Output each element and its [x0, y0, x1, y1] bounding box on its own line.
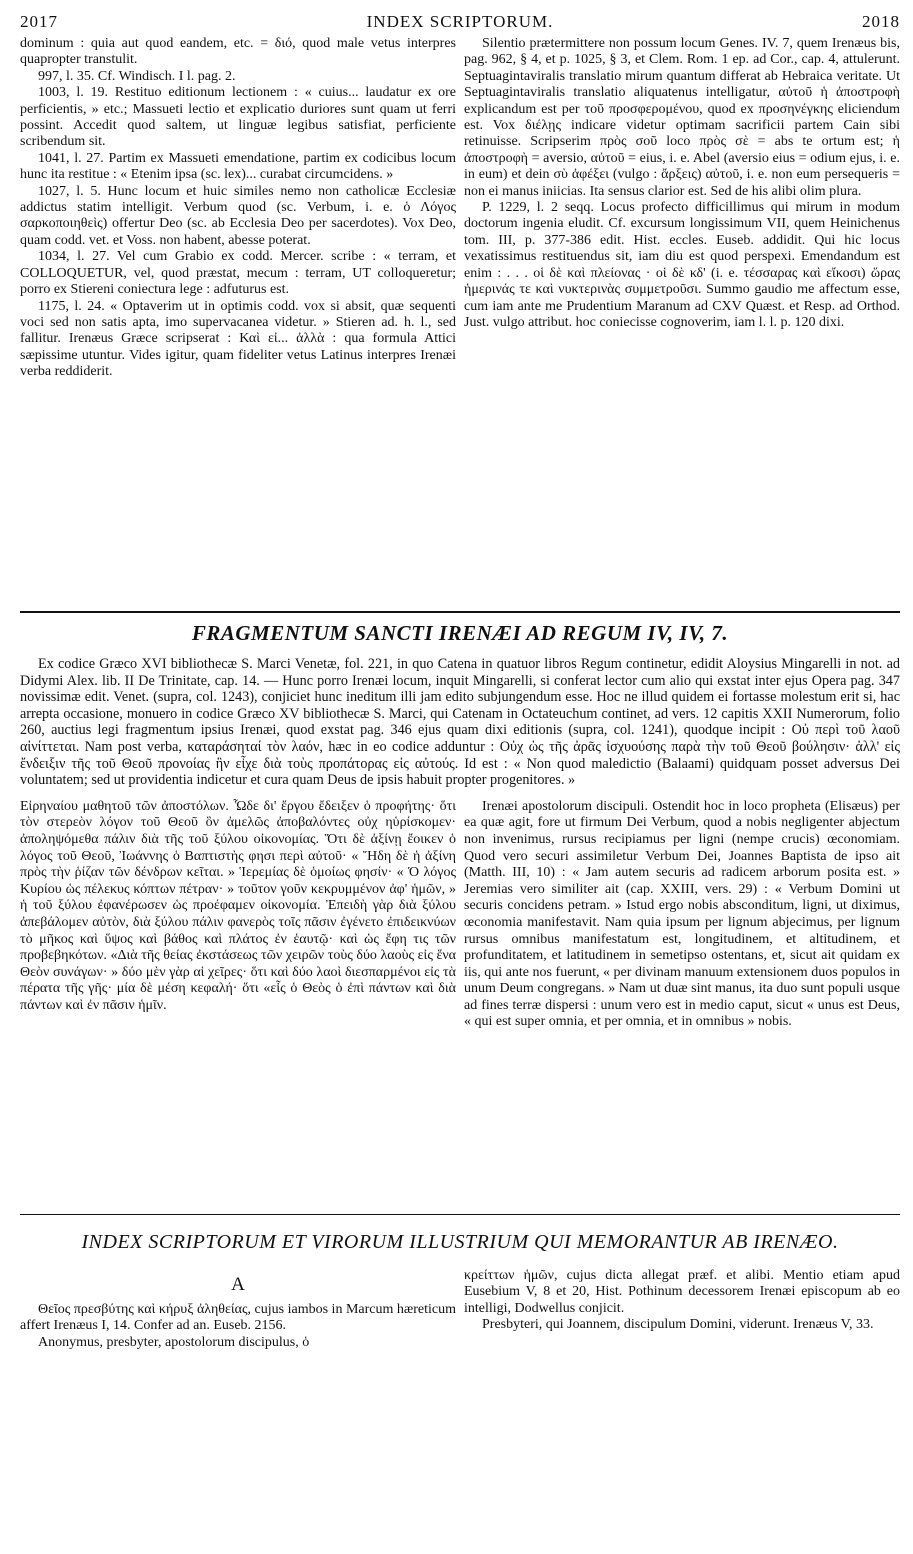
note-paragraph: P. 1229, l. 2 seqq. Locus profecto difficillimus qui mirum in modum doctorum ingenia eludit. Cf. excursum longissimum VII, quem Heinichenus tom. III, p. 377-386 edit. Hist. eccles. Euseb. addidit. Qui hic locus vexatissimus restituendus sit, iam diu est quod perspexi. Emendandum est enim : . . . οἱ δὲ καὶ πλείονας · οἱ δὲ κδ' (i. e. τέσσαρας καὶ εἴκοσι) ὥρας ἡμερινάς τε καὶ νυκτερινὰς συμμετροῦσι. Summo gaudio me affectum esse, cum iam ante me Prudentium Maranum ad CXV Quæst. et Resp. ad Orthod. Just. vulgo attribut. hoc coniecisse cognoverim, iam l. l. p. 120 dixi. [464, 200, 900, 330]
index-entry: κρείττων ἡμῶν, cujus dicta allegat præf. et alibi. Mentio etiam apud Eusebium V, 8 et 20, Hist. Pothinum decessorem Irenæi episcopum ab eo intelligi, Dodwellus conjicit. [464, 1267, 900, 1316]
index-divider [20, 1214, 900, 1215]
note-paragraph: 997, l. 35. Cf. Windisch. I l. pag. 2. [38, 68, 236, 84]
notes-section [20, 36, 900, 599]
greek-text: Εἰρηναίου μαθητοῦ τῶν ἀποστόλων. Ὧδε δι' ἔργου ἔδειξεν ὁ προφήτης· ὅτι τὸν στερεὸν λόγον τοῦ Θεοῦ ὃν ἀμελῶς ἀποβαλόντες οὐχ ηὑρίσκομεν· ἀποληψόμεθα πάλιν διὰ τῆς τοῦ ξύλου οἰκονομίας. Ὅτι δὲ ἀξίνῃ ἔοικεν ὁ λόγος τοῦ Θεοῦ, Ἰωάννης ὁ Βαπτιστὴς φησι περὶ αὐτοῦ· « Ἤδη δὲ ἡ ἀξίνη πρὸς τὴν ῥίζαν τῶν δένδρων κεῖται. » Ἱερεμίας δὲ ὁμοίως φησίν· « Ὁ λόγος Κυρίου ὡς πέλεκυς κόπτων πέτραν· » τοῦτον γοῦν κεκρυμμένον ἀφ' ἡμῶν, » ἡ τοῦ ξύλου ἐφανέρωσεν ὡς προέφαμεν οἰκονομία. Ἐπειδὴ γὰρ διὰ ξύλου ἀπεβάλομεν αὐτὸν, διὰ ξύλου πάλιν φανερὸς τοῖς πᾶσιν ἐγένετο ἐπιδεικνύων τὸ μῆκος καὶ ὕψος καὶ βάθος καὶ πλάτος ἐν ἑαυτῷ· καὶ ὡς ἔφη τις τῶν προβεβηκότων. «Διὰ τῆς θείας ἐκστάσεως τῶν χειρῶν τοὺς δύο λαοὺς εἰς ἕνα Θεὸν συνάγων· » δύο μὲν γὰρ αἱ χεῖρες· ὅτι καὶ δύο λαοὶ διεσπαρμένοι εἰς τὰ πέρατα τῆς γῆς· μία δὲ μέση κεφαλή· ὅτι «εἷς ὁ Θεὸς ὁ ἐπὶ πάντων καὶ διὰ πάντων καὶ ἐν πᾶσιν ἡμῖν. [20, 798, 456, 1013]
index-title: INDEX SCRIPTORUM ET VIRORUM ILLUSTRIUM QUI MEMORANTUR AB IRENÆO. [81, 1230, 839, 1253]
latin-text-column [464, 799, 900, 1204]
note-paragraph: 1027, l. 5. Hunc locum et huic similes nemo non catholicæ Ecclesiæ addictus statim intelligit. Verbum quod (sc. Verbum, i. e. ὁ Λόγος σαρκοποιηθεὶς) offertur Deo (sc. ab Ecclesia Deo per sacerdotes). Vox Deo, quam codd. vet. et Voss. non habent, abesse poterat. [20, 183, 456, 248]
note-paragraph: 1175, l. 24. « Optaverim ut in optimis codd. vox si absit, quæ sequenti voci sed non satis apta, imo supervacanea videtur. » Stieren ad. h. l., sed fallitur. Irenæus Græce scripserat : Καὶ εἰ... ἀλλὰ : qua formula Attici sæpissime utuntur. Vides igitur, quam fideliter vetus Latinus interpres Irenæi verba reddiderit. [20, 298, 456, 380]
fragment-introduction: Ex codice Græco XVI bibliothecæ S. Marci Venetæ, fol. 221, in quo Catena in quatuor libros Regum continetur, edidit Aloysius Mingarelli in not. ad Didymi Alex. lib. II De Trinitate, cap. 14. — Hunc porro Irenæi locum, inquit Mingarelli, si conferat lector cum alio qui exstat inter ejus Opera pag. 347 novissimæ edit. Venet. (supra, col. 1243), conjiciet hunc ineditum illi jam edito subjungendum esse. Hoc ne illud quidem ei fortasse molestum erit si, hac arrepta occasione, monuero in codice Græco XV bibliothecæ S. Marci, qui Catenam in Octateuchum continet, ad vers. 12 capitis XXII Numerorum, folio 260, auctius legi fragmentum ipsius Irenæi, quod exstat pag. 346 ejus quam dixi editionis (supra, col. 1241), quodque incipit : Οὐ περὶ τοῦ λαοῦ αἰνίττεται. Nam post verba, καταράσηταί τὸν λαόν, hæc in eo codice adduntur : Οὐχ ὡς τῆς ἀρᾶς ἰσχυούσης παρὰ τὴν τοῦ Θεοῦ βούλησιν· ἀλλ' εἰς ἔνδειξιν τῆς τοῦ Θεοῦ προνοίας ἣν εἶχε διὰ τοὺς προπάτορας εἰς αὐτούς. Id est : « Non quod maledictio (Balaami) quidquam posset adversus Dei voluntatem; sed ut providentia indicetur et cura quam Deus de ipsis habuit propter progenitores. » [20, 656, 900, 789]
fragment-title: FRAGMENTUM SANCTI IRENÆI AD REGUM IV, IV, 7. [191, 621, 729, 645]
latin-translation: Irenæi apostolorum discipuli. Ostendit hoc in loco propheta (Elisæus) per ea quæ agit, fore ut firmum Dei Verbum, quod a nobis negligenter abjectum non invenimus, rursus recipiamus per ligni (nempe crucis) œconomiam. Quod vero securi assimiletur Verbum Dei, Joannes Baptista de ipso ait (Matth. III, 10) : « Jam autem securis ad radicem arborum posita est. » Jeremias vero similiter ait (cap. XXIII, vers. 29) : « Verbum Domini ut securis concidens petram. » Istud ergo nobis absconditum, ligni, ut diximus, œconomia manifestavit. Nam quia ipsum per lignum abjecimus, per lignum rursus omnibus manifestatum est, longitudinem, et altitudinem, et profunditatem, et latitudinem in semetipso ostentans, et, sicut ait quidam ex iis, qui ante nos fuerunt, « per divinam manuum extensionem duos populos in unum Deum congregans. » Nam ut duæ sint manus, ita duo sunt populi usque ad fines terræ dispersi : unum vero est in medio caput, sicut « unus est Deus, « qui est super omnia, et per omnia, et in omnibus » nobis. [464, 798, 900, 1030]
note-paragraph: 1034, l. 27. Vel cum Grabio ex codd. Mercer. scribe : « terram, et COLLOQUETUR, vel, quod præstat, mecum : terram, UT colloqueretur; porro ex Stiereni coniectura lege : adfuturus est. [20, 249, 456, 298]
note-paragraph: Silentio prætermittere non possum locum Genes. IV. 7, quem Irenæus bis, pag. 962, § 4, et p. 1025, § 3, et Clem. Rom. 1 ep. ad Cor., cap. 4, attulerunt. Septuagintaviralis translatio mirum quantum differat ab Hebraica veritate. Ut Septuagintaviralis translatio aliquatenus intelligatur, αὐτοῦ ἡ ἀποστροφὴ explicandum est per τοῦ προσφερομένου, quod ex προσηνέγκης eliciendum est. Vox διέλῃς indicare videtur optimam sacrificii partem Cain sibi retinuisse. Scripserim πρὸς σοῦ loco πρὸς σὲ = abs te ortum est; ἡ ἀποστροφὴ = aversio, αὐτοῦ = eius, i. e. Abel (aversio eius = odium ejus, i. e. in eum) et dein σὺ ἀφέξει (vulgo : ἄρξεις) αὐτοῦ, i. e. non eum persequeris = non ei manus iniicias. Ita sensus clarior est. Sed de his alibi olim plura. [464, 36, 900, 199]
notes-left-column [20, 36, 456, 599]
index-columns [20, 1268, 900, 1351]
note-paragraph: dominum : quia aut quod eandem, etc. = διό, quod male vetus interpres quapropter transtulit. [20, 36, 456, 68]
index-letter-heading: A [231, 1273, 245, 1295]
section-divider [20, 611, 900, 613]
index-entry: Anonymus, presbyter, apostolorum discipulus, ὁ [38, 1334, 310, 1350]
page-header [20, 10, 900, 36]
notes-right-column [464, 36, 900, 599]
index-entry: Θεῖος πρεσβύτης καὶ κήρυξ ἀληθείας, cujus iambos in Marcum hæreticum affert Irenæus I, 14. Confer ad an. Euseb. 2156. [20, 1301, 456, 1334]
greek-text-column [20, 799, 456, 1204]
note-paragraph: 1003, l. 19. Restituo editionum lectionem : « cuius... laudatur ex ore perficientis, » etc.; Massueti lectio et explicatio duriores sunt quam ut ferri possint. Accedit quod saltem, ut linguæ legibus satisfiat, perficiente scribendum sit. [20, 85, 456, 150]
index-right-column [464, 1268, 900, 1351]
index-entry: Presbyteri, qui Joannem, discipulum Domini, viderunt. Irenæus V, 33. [482, 1316, 874, 1332]
running-title: INDEX SCRIPTORUM. [366, 12, 554, 31]
fragment-columns [20, 799, 900, 1204]
page [20, 10, 900, 1351]
column-number-right: 2018 [862, 12, 900, 31]
note-paragraph: 1041, l. 27. Partim ex Massueti emendatione, partim ex codicibus locum hunc ita restitue : « Etenim ipsa (sc. lex)... curabat circumcidens. » [20, 150, 456, 183]
index-left-column [20, 1268, 456, 1351]
column-number-left: 2017 [20, 12, 58, 31]
